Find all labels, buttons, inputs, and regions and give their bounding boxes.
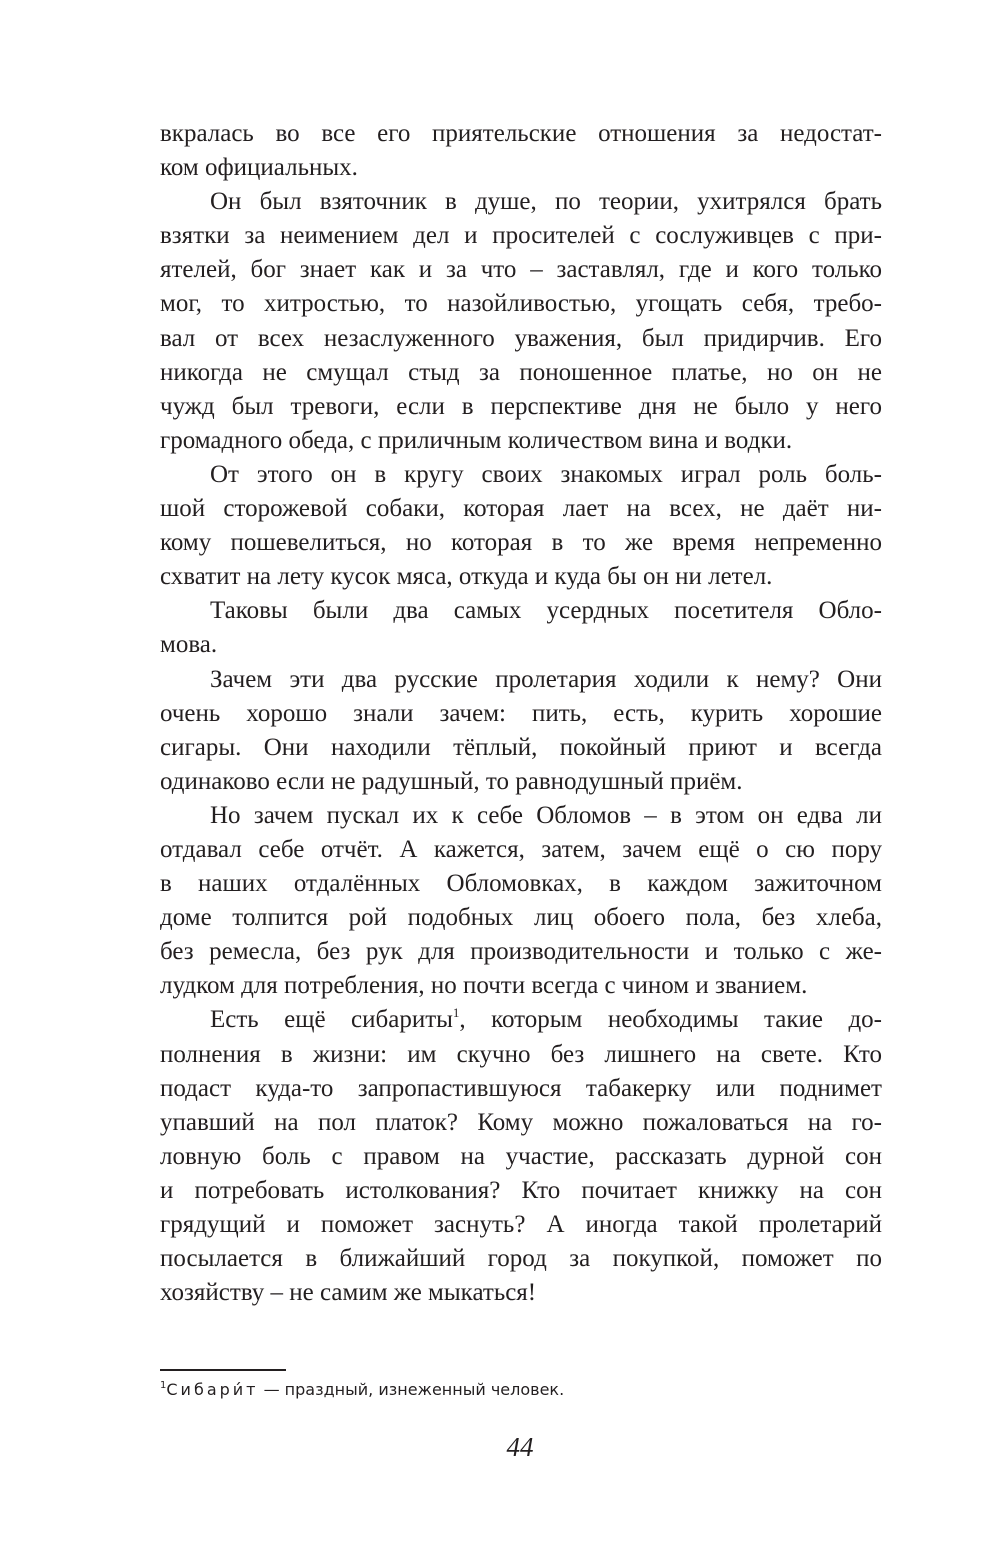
text-line: шой сторожевой собаки, которая лает на всех, не даёт ни- (160, 495, 882, 523)
text-line: От этого он в кругу своих знакомых играл роль боль- (210, 460, 882, 488)
text-line: отдавал себе отчёт. А кажется, затем, зачем ещё о сю пору (160, 835, 882, 863)
text-line: мова. (160, 631, 218, 659)
footnote-definition: — праздный, изнеженный человек. (258, 1380, 565, 1399)
text-line: Зачем эти два русские пролетария ходили к нему? Они (210, 665, 882, 693)
text-line: без ремесла, без рук для производительности и только с же- (160, 938, 882, 966)
text-line: и потребовать истолкования? Кто почитает книжку на сон (160, 1176, 882, 1204)
text-line: вкралась во все его приятельские отношения за недостат- (160, 120, 882, 147)
text-line: подаст куда-то запропастившуюся табакерку или поднимет (160, 1074, 882, 1102)
footnote-divider (160, 1369, 286, 1371)
body-text (160, 117, 882, 1310)
text-fragment: Есть ещё сибариты (210, 1006, 453, 1034)
text-line: полнения в жизни: им скучно без лишнего на свете. Кто (160, 1040, 882, 1068)
text-line: хозяйству – не самим же мыкаться! (160, 1279, 537, 1307)
text-line: грядущий и поможет заснуть? А иногда такой пролетарий (160, 1211, 882, 1238)
text-line: чужд был тревоги, если в перспективе дня не было у него (160, 392, 882, 420)
footnote-term: Сибари́т (166, 1380, 259, 1399)
footnote-reference[interactable]: 1 (452, 1005, 460, 1021)
text-line-with-footnote (160, 1003, 882, 1037)
page-number: 44 (506, 1432, 534, 1462)
text-line: посылается в ближайший город за покупкой, поможет по (160, 1245, 882, 1273)
text-line: мог, то хитростью, то назойливостью, угощать себя, требо- (160, 290, 882, 318)
text-line: громадного обеда, с приличным количеством вина и водки. (160, 426, 793, 454)
footnote-mark: 1 (160, 1380, 167, 1391)
text-line: Таковы были два самых усердных посетителя Обло- (210, 597, 882, 625)
text-line: ятелей, бог знает как и за что – заставлял, где и кого только (160, 256, 882, 284)
text-line: никогда не смущал стыд за поношенное платье, но он не (160, 358, 882, 386)
text-line: взятки за неимением дел и просителей с сослуживцев с при- (160, 222, 882, 250)
text-line: сигары. Они находили тёплый, покойный приют и всегда (160, 733, 882, 761)
text-line: упавший на пол платок? Кому можно пожаловаться на го- (160, 1108, 882, 1136)
text-line: в наших отдалённых Обломовках, в каждом зажиточном (160, 870, 882, 898)
text-line: схватит на лету кусок мяса, откуда и куда бы он ни летел. (160, 563, 773, 591)
footnote (160, 1380, 564, 1399)
text-line: доме толпится рой подобных лиц обоего пола, без хлеба, (160, 904, 882, 932)
text-line: лудком для потребления, но почти всегда с чином и званием. (160, 972, 808, 1000)
text-line: ком официальных. (160, 154, 358, 182)
text-line: очень хорошо знали зачем: пить, есть, курить хорошие (160, 699, 882, 727)
text-fragment: , которым необходимы такие до- (459, 1006, 882, 1034)
text-line: Но зачем пускал их к себе Обломов – в этом он едва ли (210, 801, 882, 829)
text-line: ловную боль с правом на участие, рассказать дурной сон (160, 1142, 882, 1170)
text-line: одинаково если не радушный, то равнодушный приём. (160, 767, 743, 795)
text-line: вал от всех незаслуженного уважения, был придирчив. Его (160, 324, 882, 352)
text-line: кому пошевелиться, но которая в то же время непременно (160, 529, 882, 557)
text-line: Он был взяточник в душе, по теории, ухитрялся брать (210, 188, 882, 216)
